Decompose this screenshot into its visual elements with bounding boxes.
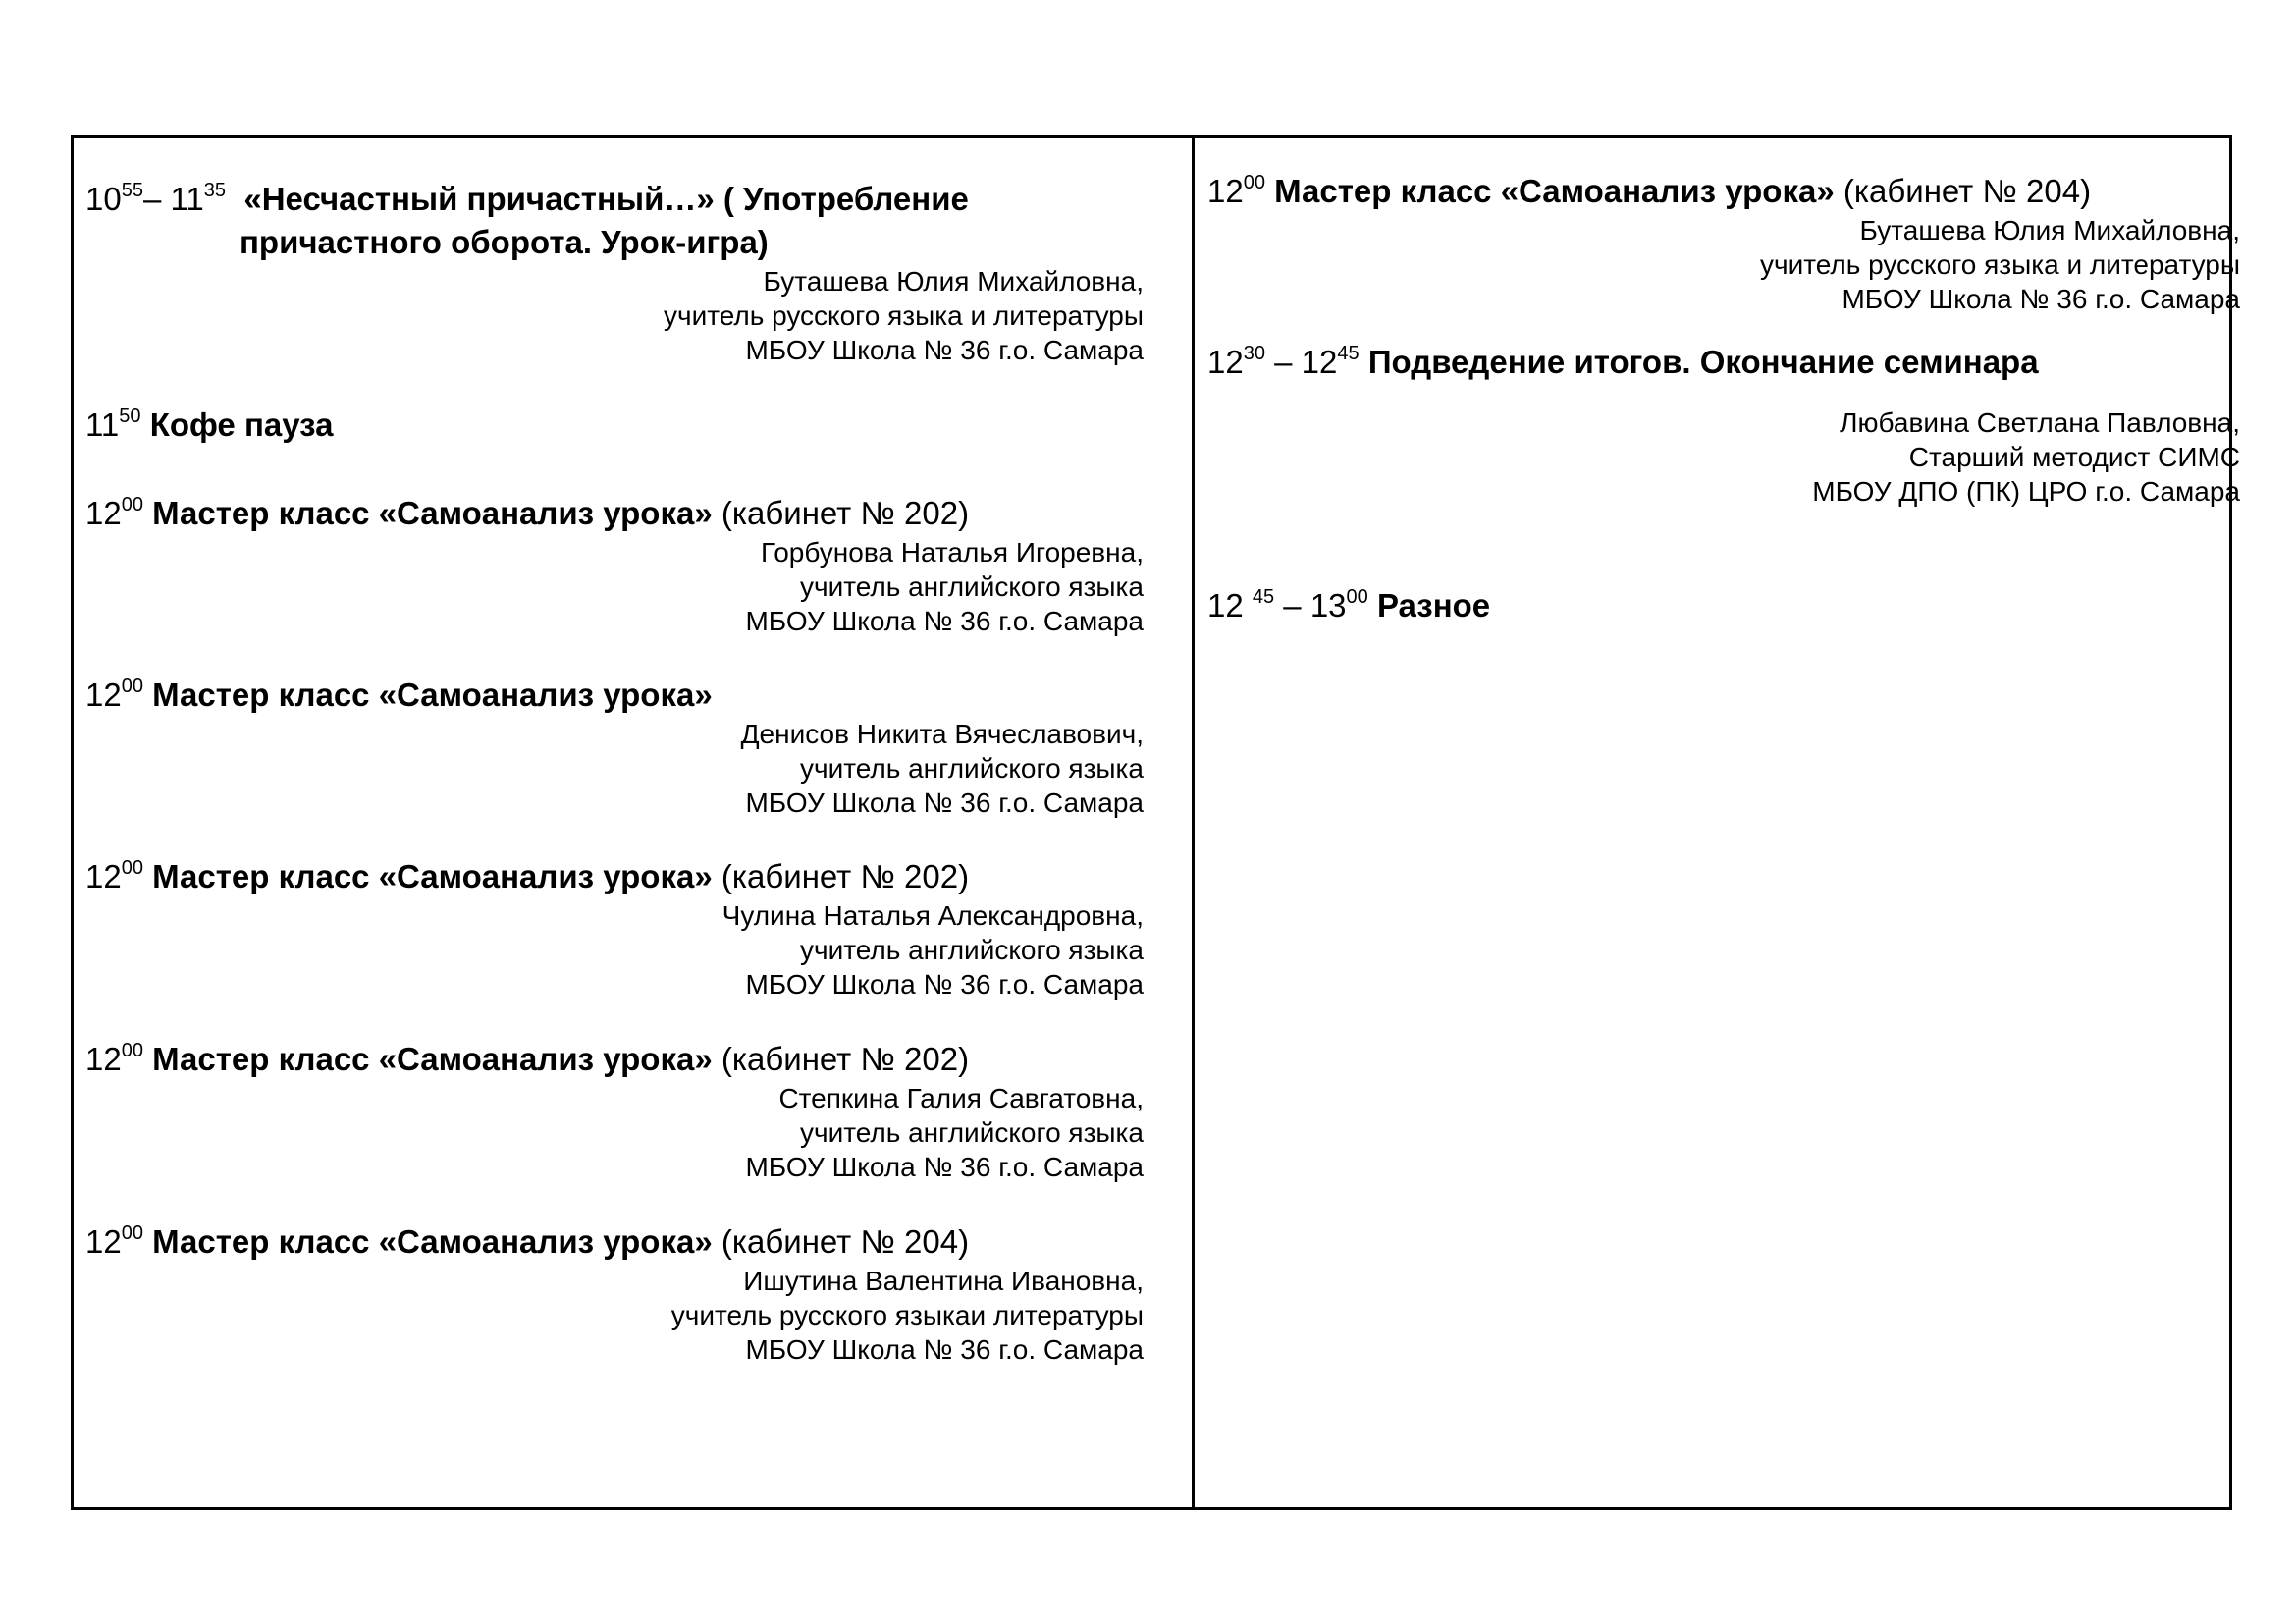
schedule-event [85, 178, 1155, 367]
speaker-name: Любавина Светлана Павловна, [1840, 407, 2240, 438]
speaker-info [85, 1081, 1144, 1184]
speaker-info [85, 264, 1144, 367]
schedule-event [85, 492, 1155, 638]
event-title: Мастер класс «Самоанализ урока» [152, 1041, 713, 1077]
event-title: «Несчастный причастный…» ( Употребление [243, 181, 969, 217]
event-heading [85, 1038, 1155, 1081]
event-room: (кабинет № 202) [721, 858, 970, 894]
schedule-event [85, 404, 1155, 447]
speaker-position: учитель английского языка [800, 935, 1144, 965]
event-title: Мастер класс «Самоанализ урока» [152, 1223, 713, 1260]
speaker-info [85, 717, 1144, 820]
speaker-info [85, 898, 1144, 1001]
event-heading [85, 492, 1155, 535]
schedule-event [85, 674, 1155, 820]
speaker-position: учитель английского языка [800, 571, 1144, 602]
speaker-name: Буташева Юлия Михайловна, [1859, 215, 2240, 245]
event-time: $11^{50}$ [85, 406, 141, 443]
event-time: $12^{00}$ [85, 1222, 143, 1260]
speaker-position: Старший методист СИМС [1908, 442, 2240, 472]
speaker-info [85, 535, 1144, 638]
speaker-position: учитель русского языкаи литературы [670, 1300, 1144, 1330]
event-room: (кабинет № 204) [1842, 173, 2092, 209]
event-time: $12^{00}$ [1207, 172, 1265, 209]
speaker-position: учитель русского языка и литературы [664, 300, 1144, 331]
event-title: Мастер класс «Самоанализ урока» [152, 495, 713, 531]
event-room: (кабинет № 202) [721, 1041, 970, 1077]
event-title: Кофе пауза [149, 406, 334, 443]
speaker-organization: МБОУ Школа № 36 г.о. Самара [745, 787, 1144, 818]
speaker-organization: МБОУ Школа № 36 г.о. Самара [1842, 284, 2240, 314]
event-heading [85, 674, 1155, 717]
schedule-event [1207, 584, 2228, 627]
schedule-event [85, 1038, 1155, 1184]
event-heading [1207, 341, 2228, 384]
speaker-position: учитель английского языка [800, 753, 1144, 784]
speaker-name: Денисов Никита Вячеславович, [740, 719, 1144, 749]
speaker-organization: МБОУ ДПО (ПК) ЦРО г.о. Самара [1812, 476, 2240, 507]
speaker-position: учитель английского языка [800, 1117, 1144, 1148]
speaker-info [85, 1264, 1144, 1367]
event-time: $12^{00}$ [85, 494, 143, 531]
speaker-organization: МБОУ Школа № 36 г.о. Самара [745, 969, 1144, 1000]
schedule-event [85, 855, 1155, 1001]
speaker-position: учитель русского языка и литературы [1760, 249, 2240, 280]
event-title: Подведение итогов. Окончание семинара [1367, 344, 2039, 380]
event-heading [1207, 170, 2228, 213]
event-time: 12 $^{45} - 13^{00}$ [1207, 586, 1368, 623]
speaker-organization: МБОУ Школа № 36 г.о. Самара [745, 1334, 1144, 1365]
speaker-organization: МБОУ Школа № 36 г.о. Самара [745, 1152, 1144, 1182]
schedule-event [1207, 341, 2240, 509]
event-time: $12^{30} - 12^{45}$ [1207, 343, 1360, 380]
event-title: Мастер класс «Самоанализ урока» [152, 677, 713, 713]
event-time: $12^{00}$ [85, 676, 143, 713]
speaker-info [1207, 406, 2240, 509]
event-time: $12^{00}$ [85, 1040, 143, 1077]
event-heading [1207, 584, 2228, 627]
speaker-name: Чулина Наталья Александровна, [721, 900, 1144, 931]
event-heading [85, 404, 1155, 447]
schedule-event [85, 1220, 1155, 1367]
event-heading [85, 178, 1155, 221]
speaker-name: Ишутина Валентина Ивановна, [743, 1266, 1144, 1296]
event-time: $10^{55}-$ $11^{35}$ [85, 180, 227, 217]
speaker-organization: МБОУ Школа № 36 г.о. Самара [745, 335, 1144, 365]
event-time: $12^{00}$ [85, 857, 143, 894]
speaker-name: Горбунова Наталья Игоревна, [760, 537, 1144, 568]
speaker-name: Степкина Галия Савгатовна, [778, 1083, 1144, 1113]
speaker-info [1207, 213, 2240, 316]
event-title-continued: причастного оборота. Урок-игра) [240, 224, 769, 260]
event-title: Мастер класс «Самоанализ урока» [1274, 173, 1835, 209]
event-title: Мастер класс «Самоанализ урока» [152, 858, 713, 894]
event-heading [85, 1220, 1155, 1264]
event-title: Разное [1376, 587, 1491, 623]
speaker-name: Буташева Юлия Михайловна, [763, 266, 1144, 297]
schedule-event [1207, 170, 2240, 316]
event-heading [85, 855, 1155, 898]
event-room: (кабинет № 202) [721, 495, 970, 531]
column-divider [1192, 138, 1195, 1507]
speaker-organization: МБОУ Школа № 36 г.о. Самара [745, 606, 1144, 636]
program-frame [71, 135, 2240, 1510]
event-room: (кабинет № 204) [721, 1223, 970, 1260]
